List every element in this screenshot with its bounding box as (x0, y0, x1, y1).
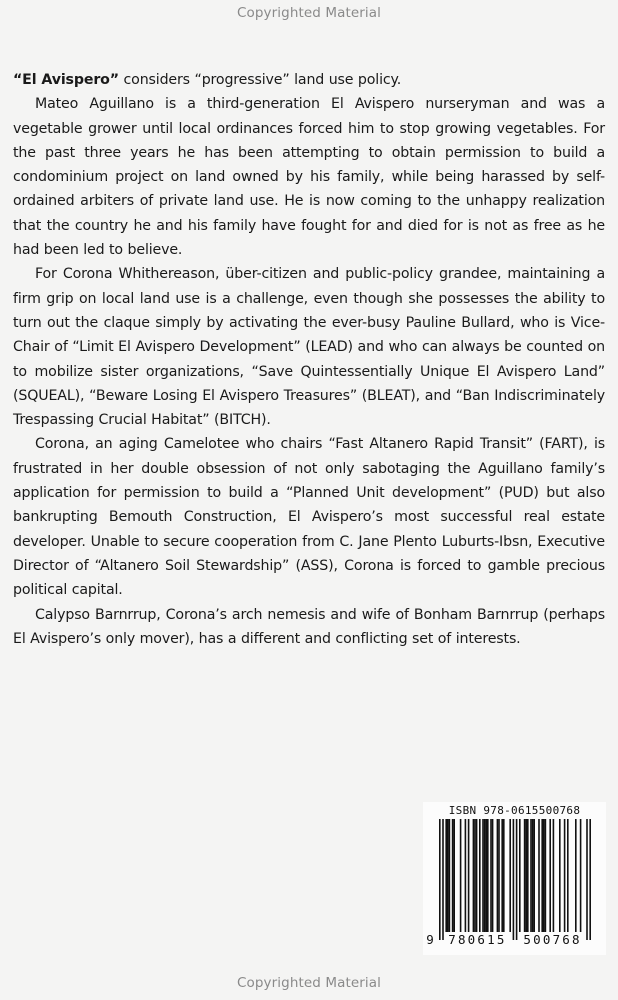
paragraph-2: Mateo Aguillano is a third-generation El Avispero nurseryman and was a vegetable grower until local ordinances forced him to stop growing vegetables. For the past three years he has been attempting to obtain permission to build a condominium project on land owned by his family, while being harassed by self-ordained arbiters of private land use. He is now coming to the unhappy realization that the country he and his family have fought for and died for is not as free as he had been led to believe. (13, 96, 605, 259)
barcode-bar (567, 819, 569, 932)
barcode-bar (447, 819, 449, 932)
barcode-bar (492, 819, 494, 932)
barcode-bar (452, 819, 454, 932)
copyright-watermark-top: Copyrighted Material (237, 5, 381, 21)
barcode-bar (474, 819, 476, 932)
paragraph-5: Calypso Barnrrup, Corona’s arch nemesis and wife of Bonham Barnrrup (perhaps El Avispero’s only mover), has a different and conflicting set of interests. (13, 606, 605, 647)
barcode-bar (513, 819, 515, 940)
paragraph-1 (13, 68, 605, 92)
barcode-bar (503, 819, 505, 932)
barcode-bar (484, 819, 486, 932)
barcode-bar (580, 819, 582, 932)
barcode-bar (549, 819, 551, 932)
paragraph-1-rest: considers “progressive” land use policy. (118, 72, 402, 88)
barcode-digits: 500768 (523, 932, 582, 947)
barcode-bar (532, 819, 534, 932)
barcode-bar (442, 819, 444, 940)
barcode-bar (564, 819, 566, 932)
back-cover-text (13, 68, 605, 651)
barcode-bar (449, 819, 451, 932)
barcode-bar (485, 819, 487, 932)
barcode-bar (543, 819, 545, 932)
barcode-bar (468, 819, 470, 932)
barcode-bar (586, 819, 588, 940)
barcode-bar (530, 819, 532, 932)
paragraph-3: For Corona Whithereason, über-citizen and public-policy grandee, maintaining a firm grip on local land use is a challenge, even though she possesses the ability to turn out the claque simply by activating the ever-busy Pauline Bullard, who is Vice-Chair of “Limit El Avispero Development” (LEAD) and who can always be counted on to mobilize sister organizations, “Save Quintessentially Unique El Avispero Land” (SQUEAL), “Beware Losing El Avispero Treasures” (BLEAT), and “Ban Indiscriminately Trespassing Crucial Habitat” (BITCH). (13, 266, 605, 429)
barcode-bar (575, 819, 577, 932)
barcode-bar (519, 819, 521, 932)
book-title-bold: “El Avispero” (13, 72, 119, 88)
barcode-bar (479, 819, 481, 932)
barcode-bar (553, 819, 555, 932)
barcode-bar (527, 819, 529, 932)
barcode-bar (473, 819, 475, 932)
isbn-barcode (423, 802, 606, 955)
barcode-bar (482, 819, 484, 932)
barcode-graphic (423, 802, 606, 955)
barcode-bar (490, 819, 492, 932)
barcode-bar (559, 819, 561, 932)
barcode-bar (501, 819, 503, 932)
copyright-watermark-bottom: Copyrighted Material (237, 975, 381, 991)
barcode-bar (541, 819, 543, 932)
barcode-bar (509, 819, 511, 932)
barcode-bar (525, 819, 527, 932)
barcode-bar (524, 819, 526, 932)
barcode-digits: 9 (426, 932, 436, 947)
barcode-bar (453, 819, 455, 932)
barcode-bar (538, 819, 540, 932)
barcode-bar (439, 819, 441, 940)
barcode-bar (533, 819, 535, 932)
barcode-bar (545, 819, 547, 932)
barcode-bar (487, 819, 489, 932)
barcode-bar (460, 819, 462, 932)
barcode-bar (498, 819, 500, 932)
barcode-bar (516, 819, 518, 940)
barcode-bar (589, 819, 591, 940)
paragraph-4: Corona, an aging Camelotee who chairs “Fast Altanero Rapid Transit” (FART), is frustrated in her double obsession of not only sabotaging the Aguillano family’s application for permission to build a “Planned Unit development” (PUD) but also bankrupting Bemouth Construction, El Avispero’s most successful real estate developer. Unable to secure cooperation from C. Jane Plento Luburts-Ibsn, Executive Director of “Altanero Soil Stewardship” (ASS), Corona is forced to gamble precious political capital. (13, 436, 605, 599)
barcode-bar (497, 819, 499, 932)
barcode-bar (465, 819, 467, 932)
barcode-digits: 780615 (448, 932, 507, 947)
barcode-bar (476, 819, 478, 932)
barcode-bar (445, 819, 447, 932)
isbn-label: ISBN 978-0615500768 (448, 804, 581, 817)
